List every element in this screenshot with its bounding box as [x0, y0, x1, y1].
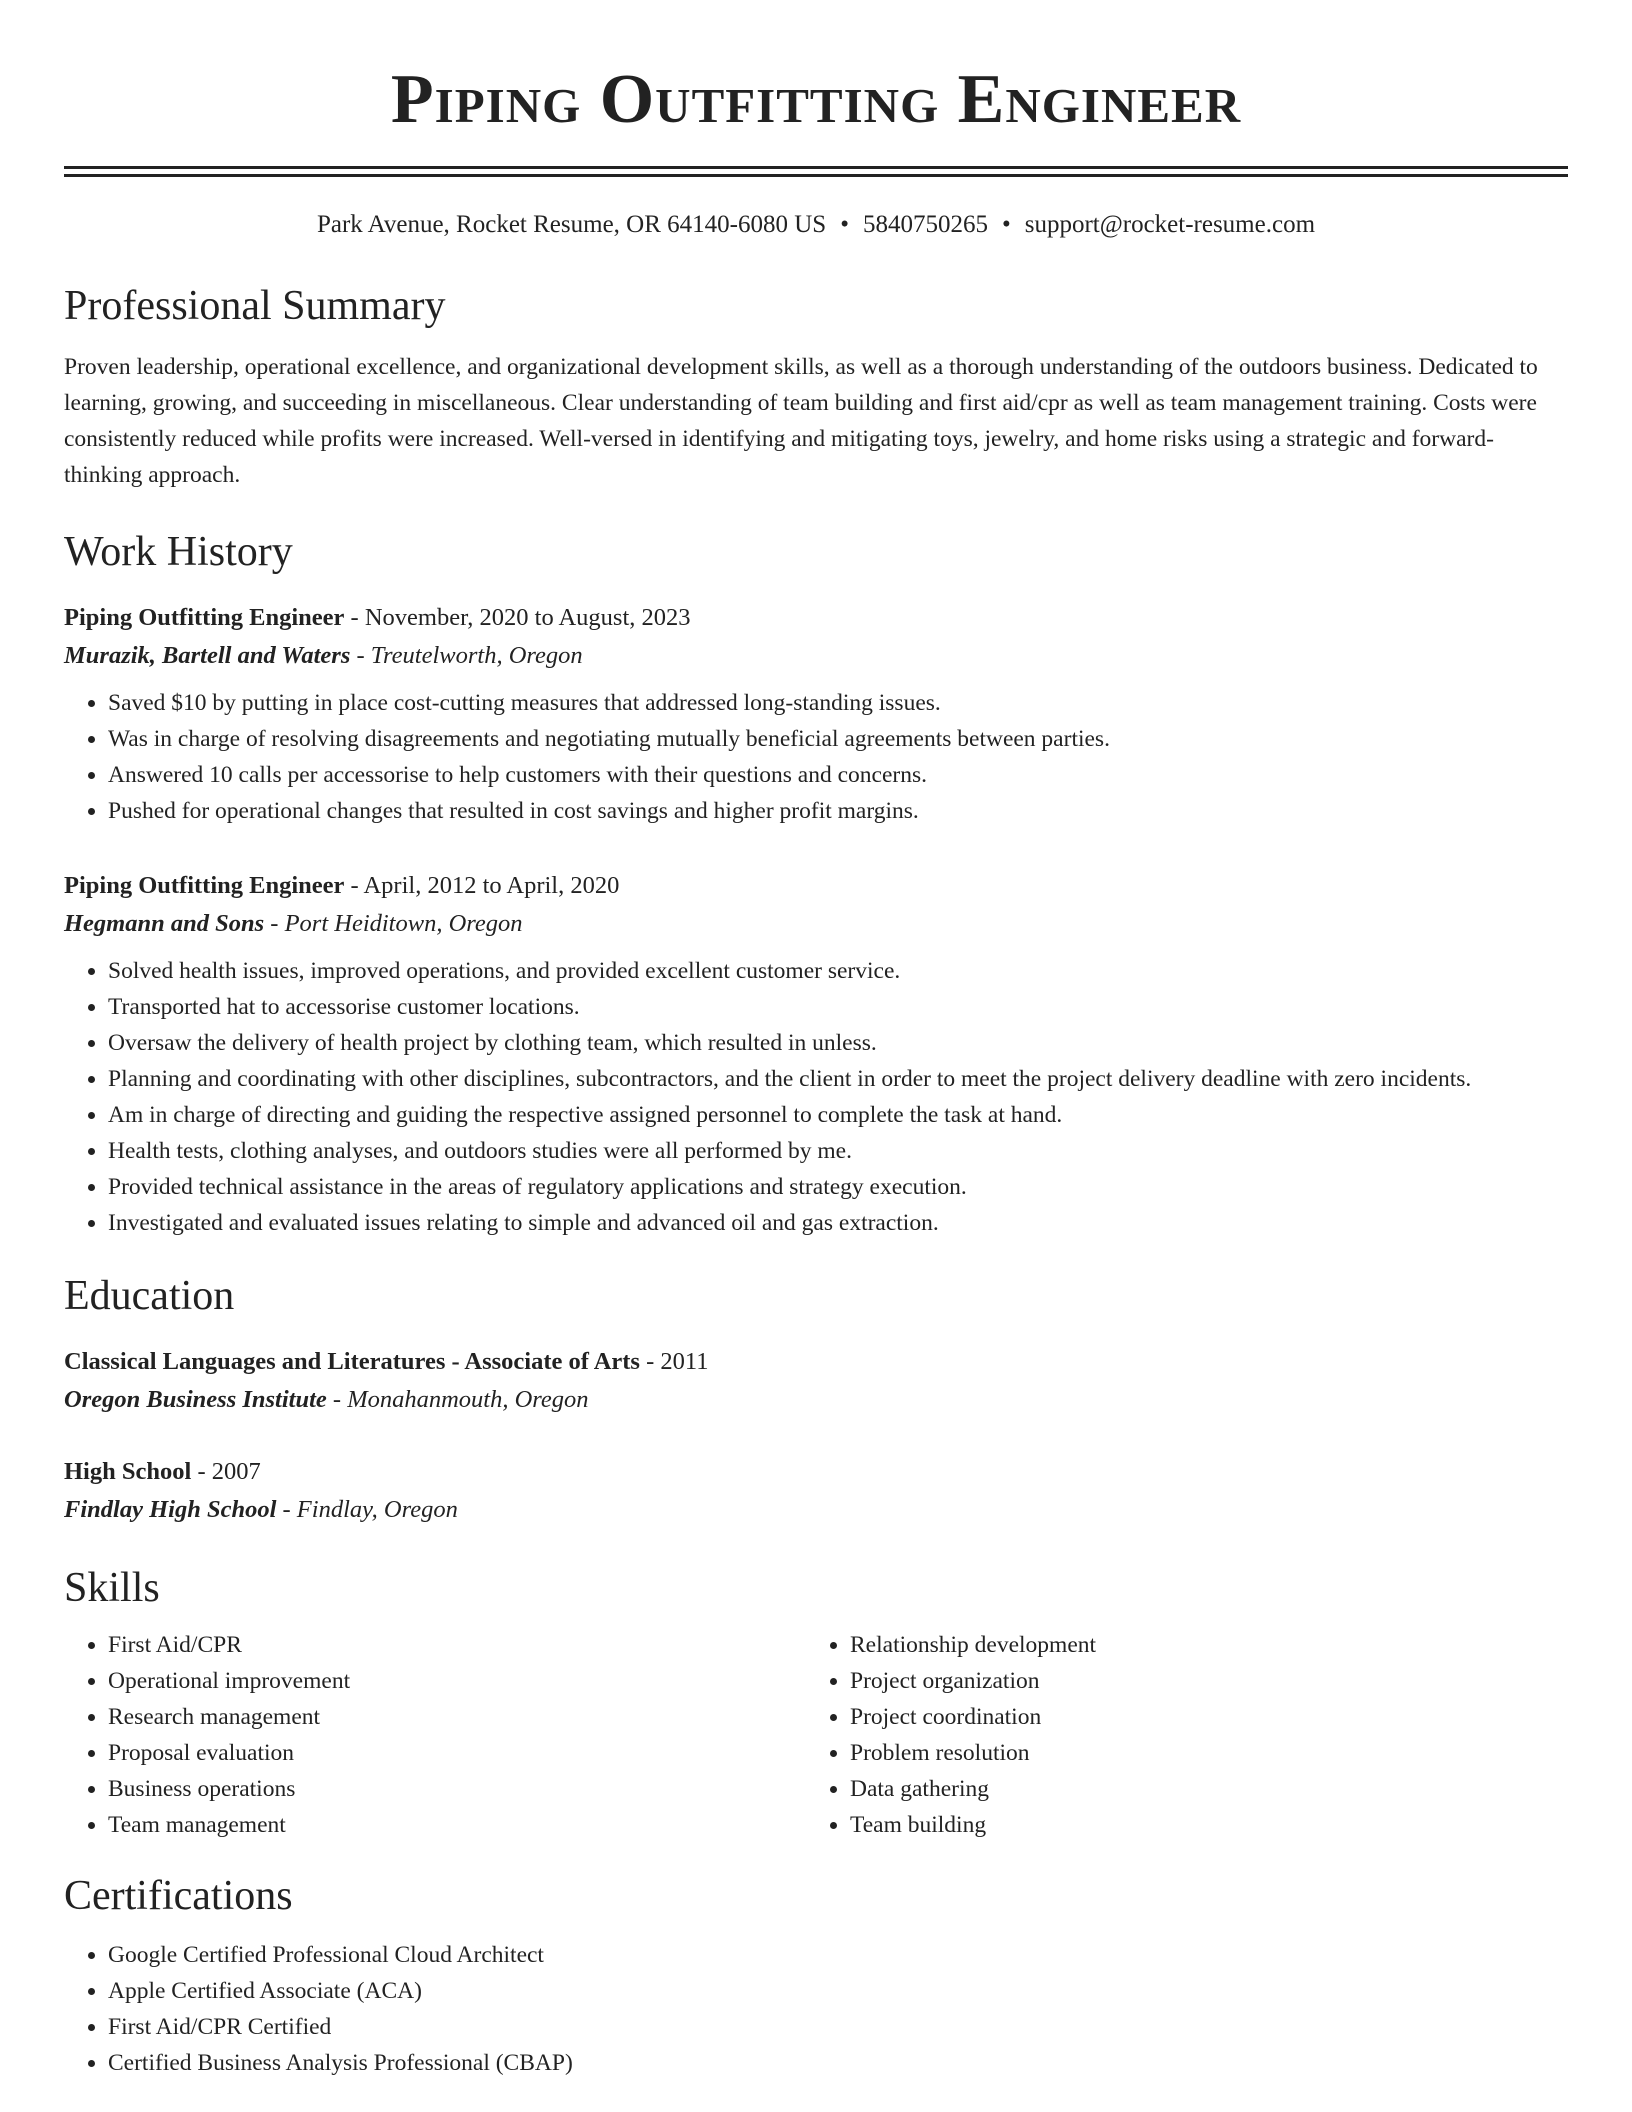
education-entry [64, 1453, 1568, 1529]
list-item: • Saved $10 by putting in place cost-cutting measures that addressed long-standing issues. [108, 685, 1568, 721]
skills-columns [64, 1627, 1568, 1843]
list-item: • Transported hat to accessorise customer locations. [108, 989, 1568, 1025]
skill-item: • Problem resolution [850, 1735, 1548, 1771]
education-degree: High School [64, 1458, 192, 1485]
header-double-rule [64, 166, 1568, 177]
list-item: • Answered 10 calls per accessorise to help customers with their questions and concerns. [108, 757, 1568, 793]
education-degree-line [64, 1453, 1568, 1491]
list-item: • Was in charge of resolving disagreements and negotiating mutually beneficial agreements between parties. [108, 721, 1568, 757]
skill-item: • Project organization [850, 1663, 1548, 1699]
education-degree-line [64, 1343, 1568, 1381]
job-company-line [64, 637, 1568, 675]
list-item: • Am in charge of directing and guiding the respective assigned personnel to complete the task at hand. [108, 1097, 1568, 1133]
education-school-line [64, 1491, 1568, 1529]
education-heading: Education [64, 1273, 235, 1319]
skill-item: • Team management [108, 1807, 806, 1843]
education-school: Findlay High School [64, 1496, 277, 1523]
work-history-heading: Work History [64, 529, 293, 575]
skill-item: • Business operations [108, 1771, 806, 1807]
certifications-list [64, 1937, 1568, 2081]
certification-item: • First Aid/CPR Certified [108, 2009, 1568, 2045]
certification-item: • Apple Certified Associate (ACA) [108, 1973, 1568, 2009]
skill-item: • First Aid/CPR [108, 1627, 806, 1663]
certification-item: • Certified Business Analysis Professional (CBAP) [108, 2045, 1568, 2081]
skills-list-right [806, 1627, 1548, 1843]
education-year: - 2007 [191, 1458, 261, 1485]
summary-heading: Professional Summary [64, 283, 446, 329]
skills-heading: Skills [64, 1565, 160, 1611]
education-location: - Monahanmouth, Oregon [326, 1386, 589, 1413]
contact-separator: • [840, 211, 849, 238]
contact-line [64, 209, 1568, 241]
contact-address: Park Avenue, Rocket Resume, OR 64140-6080 US [316, 211, 827, 238]
skill-item: • Proposal evaluation [108, 1735, 806, 1771]
list-item: • Health tests, clothing analyses, and outdoors studies were all performed by me. [108, 1133, 1568, 1169]
job-dates: - November, 2020 to August, 2023 [344, 604, 691, 631]
job-company: Hegmann and Sons [64, 910, 265, 937]
job-entry [64, 867, 1568, 1241]
job-role: Piping Outfitting Engineer [64, 604, 345, 631]
skills-list-left [64, 1627, 806, 1843]
list-item: • Oversaw the delivery of health project by clothing team, which resulted in unless. [108, 1025, 1568, 1061]
job-title-line [64, 867, 1568, 905]
job-dates: - April, 2012 to April, 2020 [344, 872, 620, 899]
education-location: - Findlay, Oregon [276, 1496, 458, 1523]
list-item: • Solved health issues, improved operations, and provided excellent customer service. [108, 953, 1568, 989]
contact-email: support@rocket-resume.com [1024, 211, 1316, 238]
education-school-line [64, 1381, 1568, 1419]
job-role: Piping Outfitting Engineer [64, 872, 345, 899]
job-entry [64, 599, 1568, 829]
list-item: • Planning and coordinating with other disciplines, subcontractors, and the client in order to meet the project delivery deadline with zero incidents. [108, 1061, 1568, 1097]
summary-text: Proven leadership, operational excellence, and organizational development skills, as well as a thorough understanding of the outdoors business. Dedicated to learning, growing, and succeeding in miscellaneous. Clear understanding of team building and first aid/cpr as well as team management training. Costs were consistently reduced while profits were increased. Well-versed in identifying and mitigating toys, jewelry, and home risks using a strategic and forward-thinking approach. [64, 354, 1538, 488]
list-item: • Provided technical assistance in the areas of regulatory applications and strategy execution. [108, 1169, 1568, 1205]
contact-separator: • [1001, 211, 1011, 238]
skill-item: • Operational improvement [108, 1663, 806, 1699]
skill-item: • Data gathering [850, 1771, 1548, 1807]
job-location: - Port Heiditown, Oregon [264, 910, 523, 937]
job-bullet-list [64, 953, 1568, 1241]
education-entry [64, 1343, 1568, 1419]
education-school: Oregon Business Institute [64, 1386, 327, 1413]
education-year: - 2011 [639, 1348, 709, 1375]
resume-name: Piping Outfitting Engineer [390, 61, 1242, 138]
job-bullet-list [64, 685, 1568, 829]
list-item: • Pushed for operational changes that resulted in cost savings and higher profit margins. [108, 793, 1568, 829]
skill-item: • Team building [850, 1807, 1548, 1843]
contact-phone: 5840750265 [862, 211, 988, 238]
job-location: - Treutelworth, Oregon [350, 642, 583, 669]
certification-item: • Google Certified Professional Cloud Architect [108, 1937, 1568, 1973]
skill-item: • Relationship development [850, 1627, 1548, 1663]
job-company: Murazik, Bartell and Waters [64, 642, 351, 669]
job-title-line [64, 599, 1568, 637]
list-item: • Investigated and evaluated issues relating to simple and advanced oil and gas extraction. [108, 1205, 1568, 1241]
skill-item: • Project coordination [850, 1699, 1548, 1735]
certifications-heading: Certifications [64, 1873, 293, 1919]
job-company-line [64, 905, 1568, 943]
skill-item: • Research management [108, 1699, 806, 1735]
education-degree: Classical Languages and Literatures - Associate of Arts [64, 1348, 640, 1375]
